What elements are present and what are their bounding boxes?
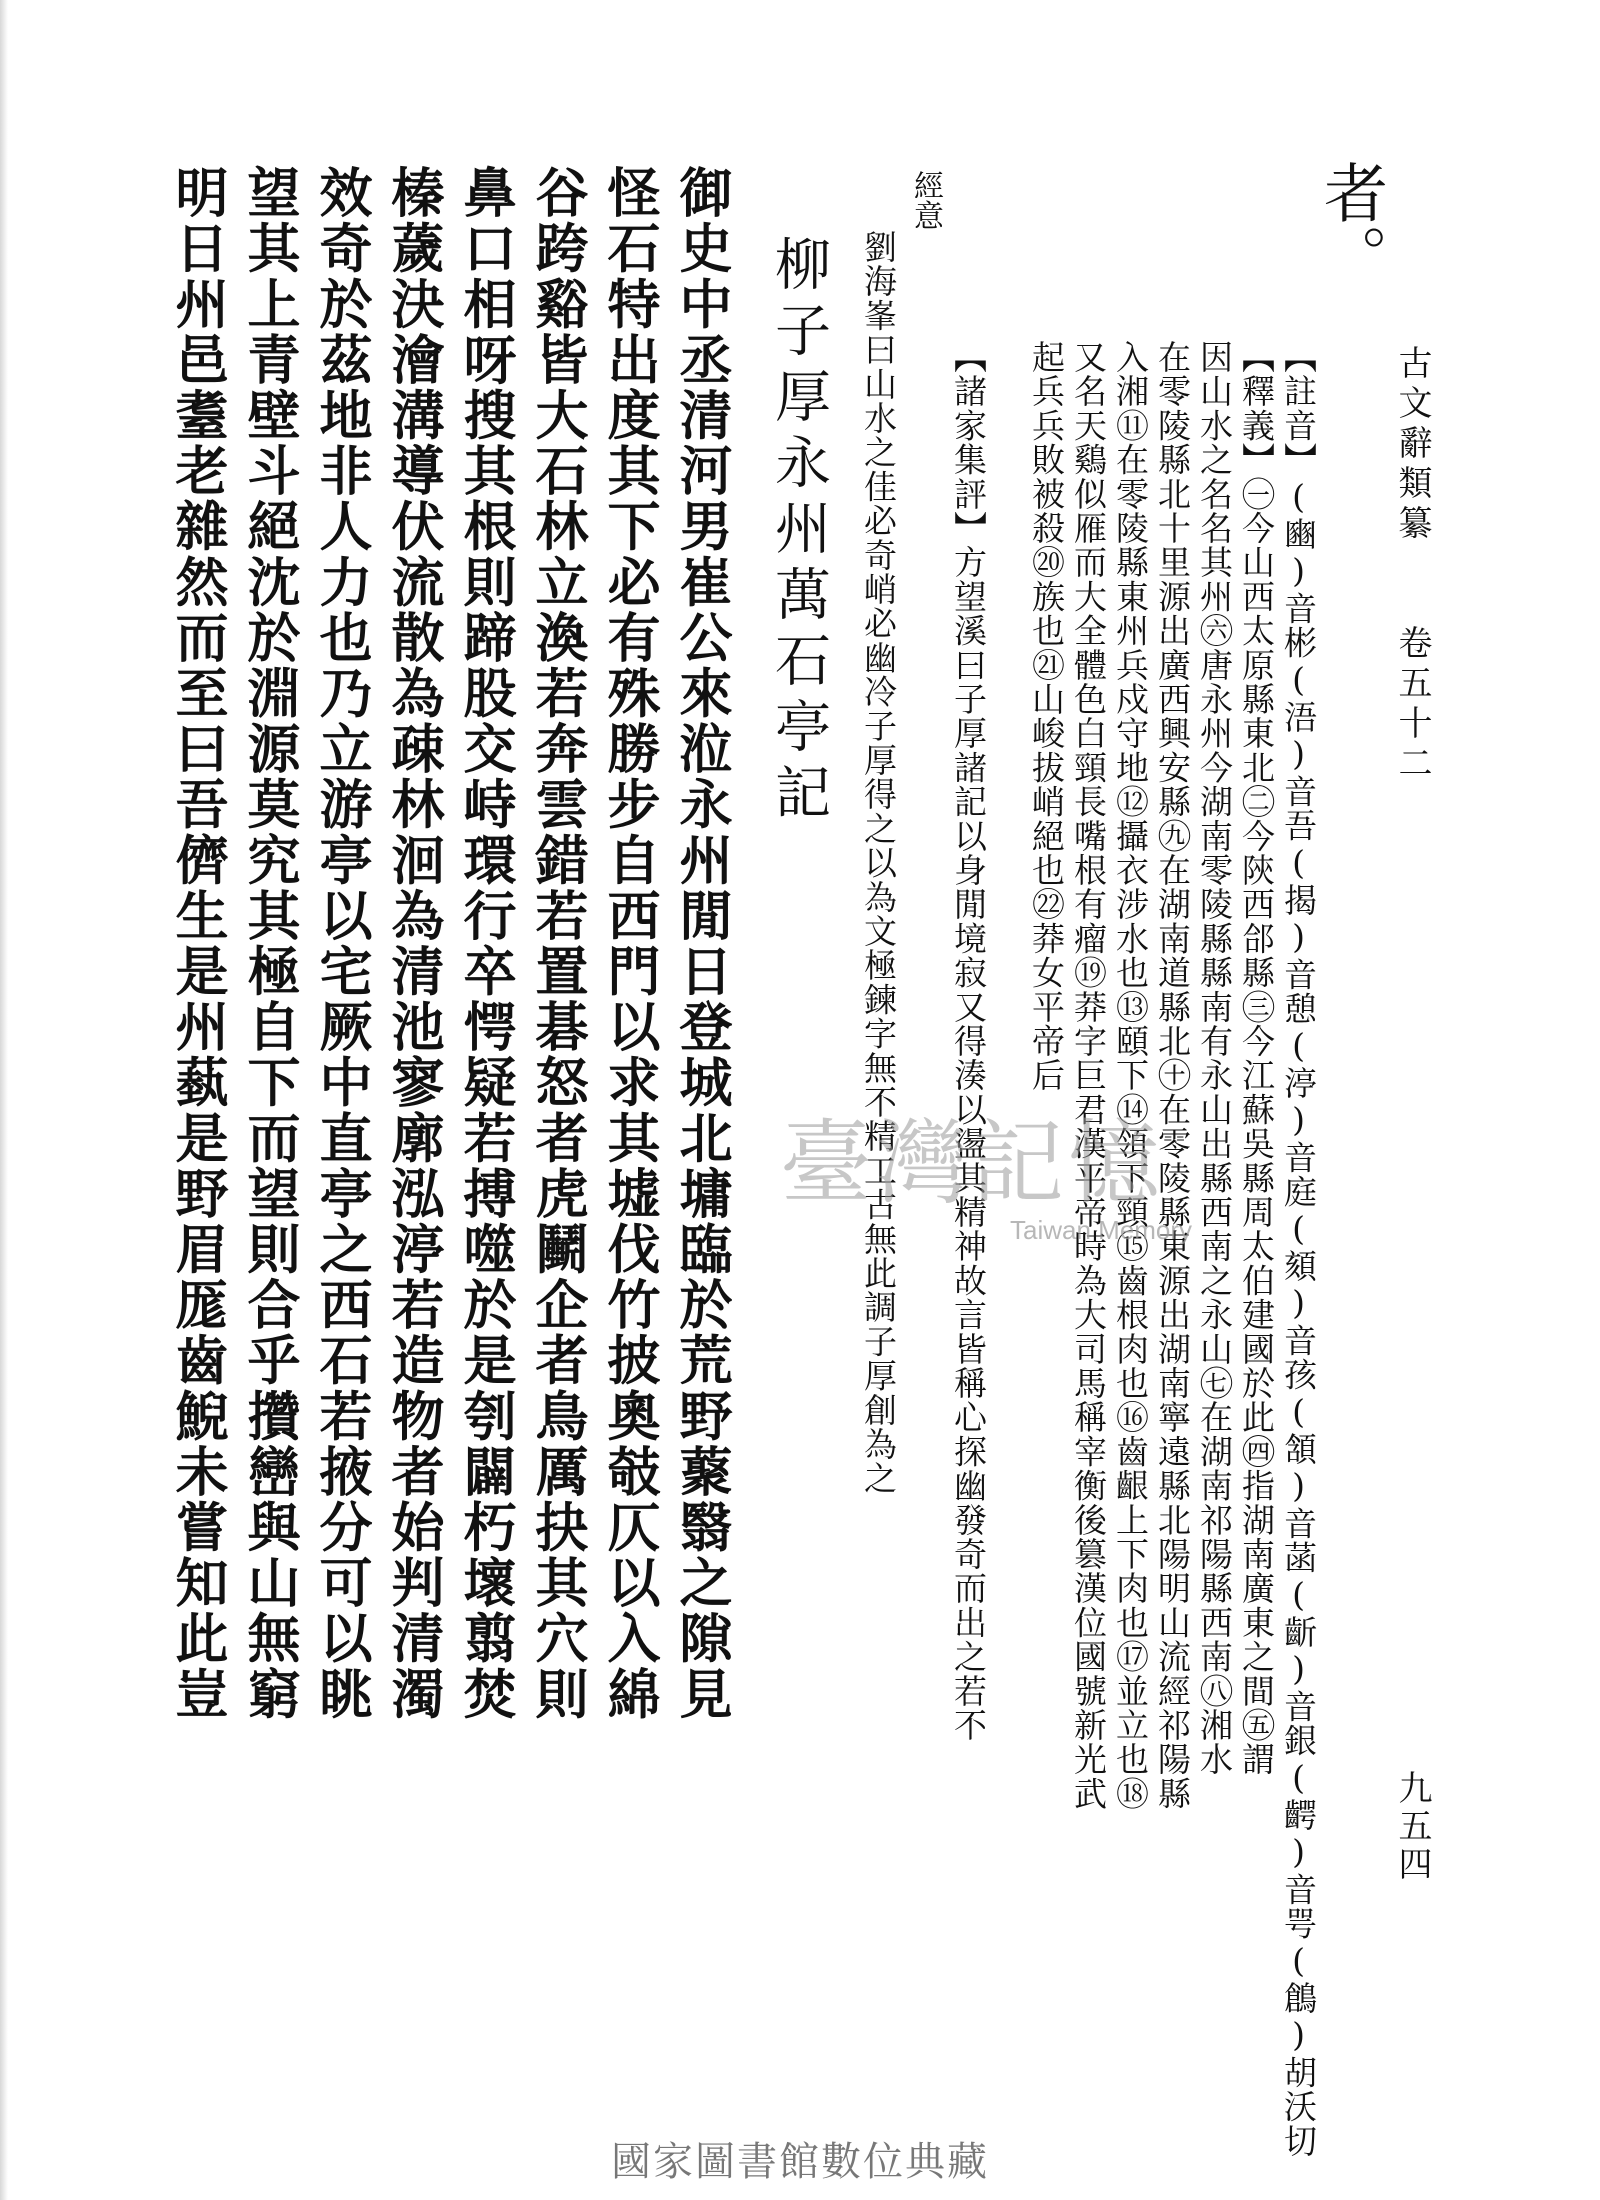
watermark-subtext: Taiwan Memory xyxy=(1010,1215,1193,1245)
body-column: 明日州邑耋老雜然而至曰吾儕生是州蓺是野眉厖齒鯢未嘗知此豈 xyxy=(167,165,229,1722)
note-column-pronunciation: 【註音】(豳)音彬(浯)音吾(揭)音憩(渟)音庭(頦)音孩(頷)音菡(齗)音銀(齶)音咢(鶬)胡沃切 xyxy=(1279,340,1318,2158)
body-column: 效奇於茲地非人力也乃立游亭以宅厥中直亭之西石若掖分可以眺 xyxy=(311,165,373,1722)
lead-character: 者。 xyxy=(1313,160,1387,288)
note-column-glossary-6: 起兵兵敗被殺⑳族也㉑山峻拔峭絕也㉒莽女平帝后 xyxy=(1027,340,1066,1093)
watermark-logo: 臺灣記憶 xyxy=(780,1110,1165,1217)
footer-archive-label: 國家圖書館數位典藏 xyxy=(611,2139,989,2185)
body-column: 望其上青壁斗絕沈於淵源莫究其極自下而望則合乎攢巒與山無窮 xyxy=(239,165,301,1722)
note-column-glossary-3: 在零陵縣北十里源出廣西興安縣㊈在湖南道縣北㊉在零陵縣東源出湖南寧遠縣北陽明山流經祁陽縣 xyxy=(1153,340,1192,1811)
note-column-glossary-5: 又名天鷄似雁而大全體色白頸長嘴根有瘤⑲莽字巨君漢平帝時為大司馬稱宰衡後篡漢位國號新光武 xyxy=(1069,340,1108,1811)
note-column-commentary: 【諸家集評】方望溪曰子厚諸記以身閒境寂又得湊以盪其精神故言皆稱心探幽發奇而出之若不 xyxy=(949,340,988,1743)
note-column-commentary-cont: 經意 xyxy=(908,170,943,230)
note-column-commentary-2: 劉海峯曰山水之佳必奇峭必幽冷子厚得之以為文極鍊字無不精工古無此調子厚創為之 xyxy=(859,230,898,1496)
essay-title: 柳子厚永州萬石亭記 xyxy=(766,235,831,829)
header-gap xyxy=(1392,545,1432,625)
body-column: 怪石特出度其下必有殊勝步自西門以求其墟伐竹披奧攲仄以入綿 xyxy=(599,165,661,1722)
note-column-glossary-2: 因山水之名名其州㊅唐永州今湖南零陵縣縣南有永山出縣西南之永山㊆在湖南祁陽縣西南㊇湘水 xyxy=(1195,340,1234,1777)
running-header-title xyxy=(1392,345,1432,1065)
body-column: 御史中丞清河男崔公來涖永州閒日登城北墉臨於荒野藂翳之隙見 xyxy=(671,165,733,1722)
note-column-glossary-1: 【釋義】㊀今山西太原縣東北㊁今陝西郃縣㊂今江蘇吳縣周太伯建國於此㊃指湖南廣東之間㊄謂 xyxy=(1237,340,1276,1777)
page-number: 九五四 xyxy=(1392,1770,1432,1884)
body-column: 谷跨谿皆大石林立渙若奔雲錯若置碁怒者虎鬭企者鳥厲抉其穴則 xyxy=(527,165,589,1722)
page-edge-shadow xyxy=(0,0,8,2200)
volume-number: 卷五十二 xyxy=(1392,625,1432,785)
body-column: 鼻口相呀搜其根則蹄股交峙環行卒愕疑若搏噬於是刳闢朽壞翦焚 xyxy=(455,165,517,1722)
body-column: 榛薉決澮溝導伏流散為疎林洄為清池寥廓泓渟若造物者始判清濁 xyxy=(383,165,445,1722)
note-column-glossary-4: 入湘⑪在零陵縣東州兵戍守地⑫攝衣涉水也⑬頤下⑭領下頸⑮齒根肉也⑯齒齦上下肉也⑰並立也⑱ xyxy=(1111,340,1150,1811)
book-title: 古文辭類纂 xyxy=(1392,345,1432,545)
